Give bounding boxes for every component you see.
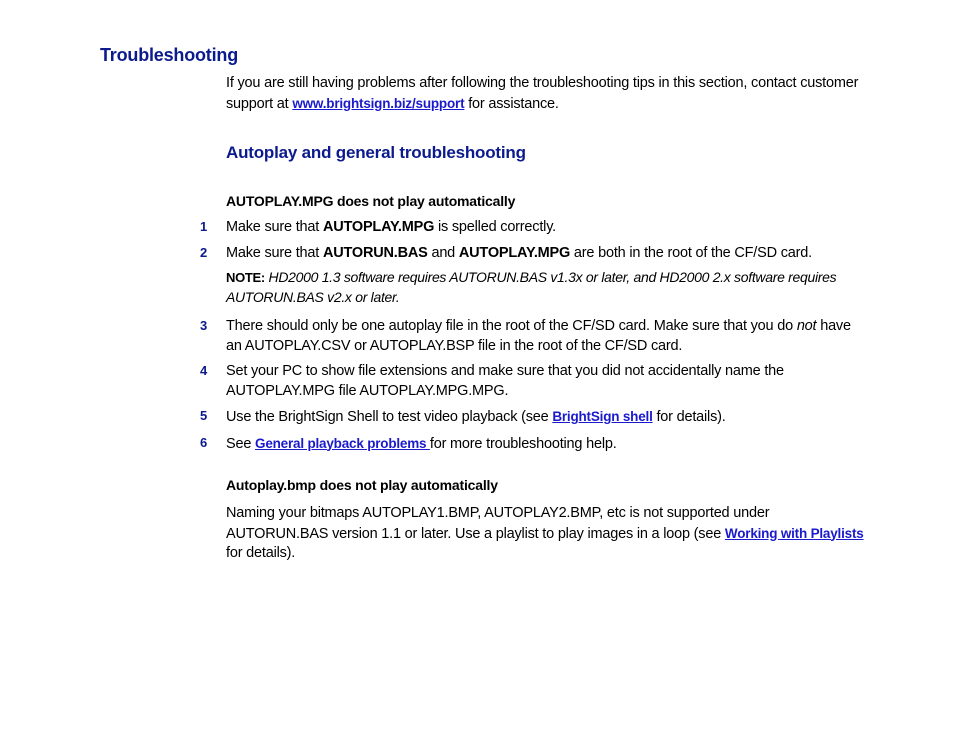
bmp-text-before: Naming your bitmaps AUTOPLAY1.BMP, AUTOPLAY2.BMP, etc is not supported under AUTORUN.BAS version 1.1 or later. Use a playlist to play images in a loop (see [226, 505, 770, 542]
content-column [200, 74, 866, 564]
step-number: 4 [200, 363, 208, 378]
intro-text-after: for assistance. [464, 95, 559, 112]
list-item [200, 218, 866, 238]
step-number: 5 [200, 408, 208, 423]
step-filename: AUTOPLAY.MPG [322, 219, 435, 235]
list-item [200, 244, 866, 308]
subsection-title-mpg: AUTOPLAY.MPG does not play automatically [226, 193, 516, 209]
step-text-part: are both in the root of the CF/SD card. [570, 244, 812, 261]
subsection-title-bmp: Autoplay.bmp does not play automatically [226, 477, 498, 493]
list-item [200, 317, 866, 356]
step-text-part: Make sure that [226, 244, 323, 261]
step-text-part: for details). [652, 409, 726, 425]
bmp-paragraph [226, 504, 866, 564]
list-item [200, 362, 866, 401]
step-number: 2 [200, 244, 208, 260]
step-text-part: Use the BrightSign Shell to test video playback (see [226, 409, 553, 425]
step-number: 1 [200, 219, 208, 234]
brightsign-shell-link[interactable]: BrightSign shell [552, 409, 653, 424]
step-text [226, 218, 866, 238]
note-text: HD2000 1.3 software requires AUTORUN.BAS v1.3x or later, and HD2000 2.x software requires AUTORUN.BAS v2.x or later. [226, 269, 837, 305]
steps-list [200, 218, 866, 454]
step-number: 3 [200, 318, 208, 333]
step-text-part: and [427, 244, 459, 261]
step-text-part: is spelled correctly. [434, 219, 557, 235]
step-filename: AUTORUN.BAS [322, 244, 428, 261]
list-item [200, 407, 866, 428]
step-text [226, 407, 866, 428]
bmp-text-after: for details). [226, 545, 296, 561]
step-number: 6 [200, 434, 208, 450]
step-text-part: Make sure that [226, 219, 323, 235]
step-text: Set your PC to show file extensions and make sure that you did not accidentally name the AUTOPLAY.MPG file AUTOPLAY.MPG.MPG. [226, 363, 784, 399]
step-text [226, 317, 866, 356]
step-text [226, 244, 866, 264]
page-title: Troubleshooting [100, 45, 238, 65]
step-filename: AUTOPLAY.MPG [458, 244, 571, 261]
note-label: NOTE: [226, 270, 265, 285]
step-text-part: have an AUTOPLAY.CSV or AUTOPLAY.BSP file in the root of the CF/SD card. [226, 318, 851, 354]
step-text-part: There should only be one autoplay file in the root of the CF/SD card. Make sure that you do [226, 318, 797, 334]
list-item [200, 434, 866, 455]
support-link[interactable]: www.brightsign.biz/support [292, 95, 465, 111]
step-text [226, 434, 866, 455]
step-emphasis: not [796, 318, 817, 334]
intro-paragraph [226, 74, 866, 114]
step-text-part: See [226, 435, 256, 452]
note [226, 268, 866, 307]
step-text-part: for more troubleshooting help. [429, 435, 617, 452]
working-with-playlists-link[interactable]: Working with Playlists [724, 525, 864, 541]
section-title: Autoplay and general troubleshooting [226, 143, 526, 162]
general-playback-problems-link[interactable]: General playback problems [255, 435, 430, 451]
intro-text-before: If you are still having problems after following the troubleshooting tips in this section, contact customer support at [226, 75, 859, 112]
